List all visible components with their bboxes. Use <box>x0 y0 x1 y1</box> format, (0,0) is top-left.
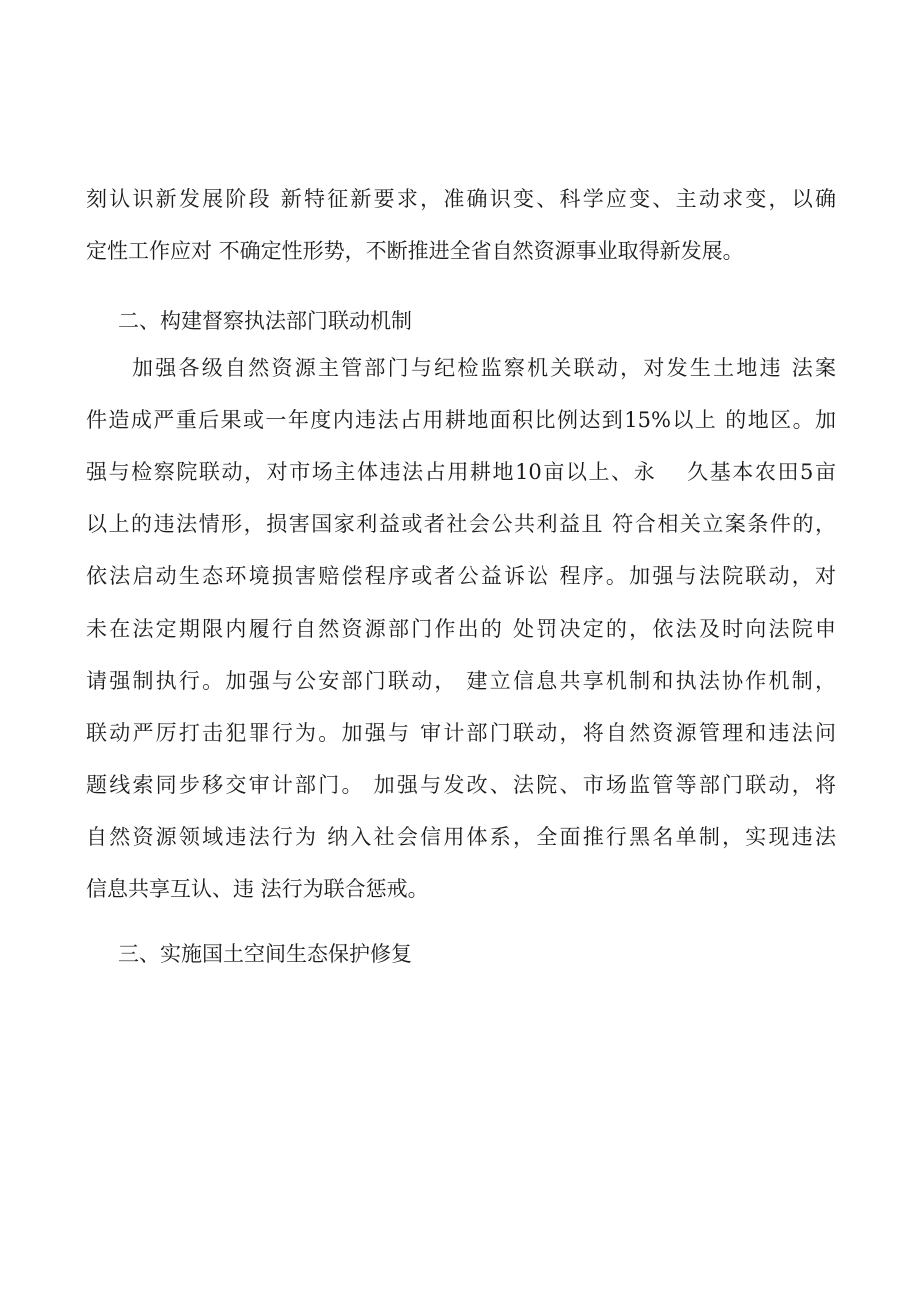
paragraph-line: 加强各级自然资源主管部门与纪检监察机关联动，对发生土地违 法案 <box>132 356 836 380</box>
paragraph-line: 依法启动生态环境损害赔偿程序或者公益诉讼 程序。加强与法院联动，对 <box>86 564 836 588</box>
paragraph-line: 信息共享互认、违 法行为联合惩戒。 <box>86 877 429 901</box>
paragraph-line: 自然资源领域违法行为 纳入社会信用体系，全面推行黑名单制，实现违法 <box>86 825 836 849</box>
paragraph-line: 件造成严重后果或一年度内违法占用耕地面积比例达到15%以上 的地区。加 <box>86 408 836 432</box>
paragraph-line: 强与检察院联动，对市场主体违法占用耕地10亩以上、永 久基本农田5亩 <box>86 460 836 484</box>
paragraph-line: 定性工作应对 不确定性形势，不断推进全省自然资源事业取得新发展。 <box>86 239 744 263</box>
section-heading: 三、实施国土空间生态保护修复 <box>118 942 412 966</box>
paragraph-line: 联动严厉打击犯罪行为。加强与 审计部门联动，将自然资源管理和违法问 <box>86 721 836 745</box>
paragraph-line: 未在法定期限内履行自然资源部门作出的 处罚决定的，依法及时向法院申 <box>86 617 836 641</box>
paragraph-line: 以上的违法情形，损害国家利益或者社会公共利益且 符合相关立案条件的， <box>86 512 836 536</box>
paragraph-line: 题线索同步移交审计部门。 加强与发改、法院、市场监管等部门联动，将 <box>86 773 836 797</box>
paragraph-line: 刻认识新发展阶段 新特征新要求，准确识变、科学应变、主动求变，以确 <box>86 187 836 211</box>
paragraph-line: 请强制执行。加强与公安部门联动， 建立信息共享机制和执法协作机制， <box>86 669 836 693</box>
section-heading: 二、构建督察执法部门联动机制 <box>118 309 412 333</box>
